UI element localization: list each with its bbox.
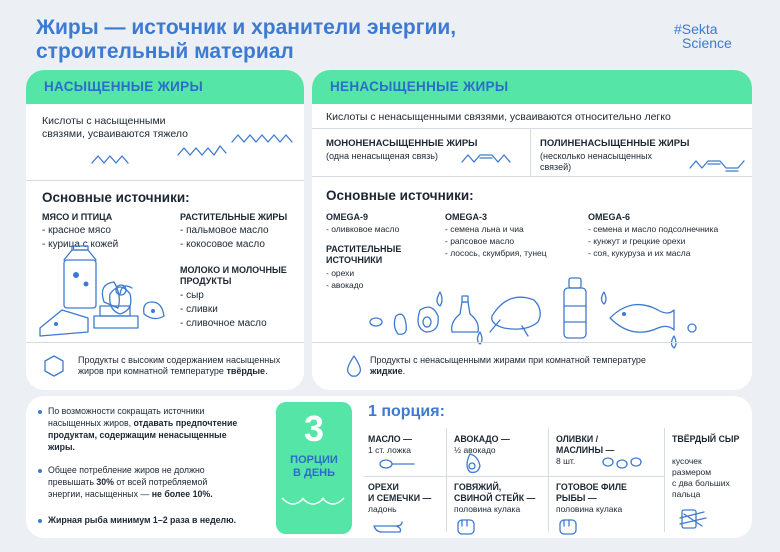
- portion-dash: —: [420, 493, 432, 503]
- omega6-title: OMEGA-6: [588, 212, 631, 222]
- plant-fats-title: РАСТИТЕЛЬНЫЕ ЖИРЫ: [180, 212, 288, 222]
- tip-1-line-2a: насыщенных жиров,: [48, 418, 134, 428]
- unsaturated-footer-text: [370, 355, 740, 377]
- portion-nuts-line-2: И СЕМЕЧКИ: [368, 493, 421, 503]
- saturated-sources-title: Основные источники:: [42, 190, 190, 205]
- unsaturated-sources-title: Основные источники:: [326, 188, 474, 203]
- portion-cheese-line: пальца: [672, 489, 701, 499]
- portion-fish-amount: половина кулака: [556, 504, 623, 514]
- list-item: - рапсовое масло: [445, 236, 515, 246]
- poly-sub-line-2: связей): [540, 162, 572, 172]
- poly-title: ПОЛИНЕНАСЫЩЕННЫЕ ЖИРЫ: [540, 138, 690, 149]
- dairy-title-line-2: ПРОДУКТЫ: [180, 276, 232, 286]
- portion-olives-line-2: МАСЛИНЫ: [556, 445, 604, 455]
- poly-sub-line-1: (несколько ненасыщенных: [540, 151, 652, 161]
- list-item: - семена льна и чиа: [445, 224, 524, 234]
- portion-oil-amount: 1 ст. ложка: [368, 445, 412, 455]
- portion-fish-name: [556, 482, 627, 504]
- tip-1-line-1: По возможности сокращать источники: [48, 406, 205, 416]
- saturated-footer-divider: [26, 342, 304, 343]
- list-item: - оливковое масло: [326, 224, 400, 234]
- portion-olives-name: [556, 434, 614, 456]
- portion-olives-amount: 8 шт.: [556, 456, 576, 466]
- tip-2-line-2a: превышать: [48, 477, 97, 487]
- list-item: - авокадо: [326, 280, 364, 290]
- one-portion-title: 1 порция:: [368, 403, 445, 420]
- droplet-icon: [342, 354, 366, 378]
- saturated-header: НАСЫЩЕННЫЕ ЖИРЫ: [26, 70, 304, 104]
- palm-icon: [372, 516, 412, 536]
- grid-line: [364, 476, 664, 477]
- portion-steak-line-1: ГОВЯЖИЙ,: [454, 482, 502, 492]
- list-item: - кунжут и грецкие орехи: [588, 236, 686, 246]
- saturated-fats-card: [26, 70, 304, 390]
- portion-olives-line-1: ОЛИВКИ /: [556, 434, 599, 444]
- avocado-icon: [462, 452, 492, 476]
- portion-steak-amount: половина кулака: [454, 504, 521, 514]
- portion-nuts-amount: ладонь: [368, 504, 397, 514]
- omega3-title: OMEGA-3: [445, 212, 488, 222]
- portions-per-day-box: [276, 402, 352, 534]
- saturated-desc-line-1: Кислоты с насыщенными: [42, 115, 166, 127]
- tip-1-line-4: жиры.: [48, 442, 75, 452]
- portion-fish-line-1: ГОТОВОЕ ФИЛЕ: [556, 482, 627, 492]
- tip-bullet: [38, 410, 42, 414]
- portion-steak-name: [454, 482, 535, 504]
- page-title: [36, 16, 596, 64]
- portion-oil-name: [368, 434, 412, 445]
- tip-2-line-1: Общее потребление жиров не должно: [48, 465, 205, 475]
- brand-logo: [674, 22, 732, 50]
- unsaturated-footer-end: .: [402, 366, 406, 376]
- olives-icon: [600, 454, 650, 474]
- saturated-footer-end: .: [265, 366, 268, 376]
- portion-steak-line-2: СВИНОЙ СТЕЙК: [454, 493, 525, 503]
- unsaturated-fats-card: [312, 70, 752, 390]
- list-item: - красное мясо: [42, 225, 111, 236]
- dairy-title-line-1: МОЛОКО И МОЛОЧНЫЕ: [180, 265, 287, 275]
- meat-title: МЯСО И ПТИЦА: [42, 212, 113, 222]
- grid-line: [446, 428, 447, 532]
- portion-cheese-line: с два больших: [672, 478, 730, 488]
- list-item: - пальмовое масло: [180, 225, 269, 236]
- list-item: - семена и масло подсолнечника: [588, 224, 719, 234]
- saturated-desc-line-2: связями, усваиваются тяжело: [42, 128, 188, 140]
- portion-dash: —: [498, 434, 510, 444]
- list-item: - сливки: [180, 304, 218, 315]
- list-item: - соя, кукуруза и их масла: [588, 248, 691, 258]
- tip-1: [48, 405, 270, 453]
- unsaturated-footer-divider: [312, 342, 752, 343]
- saturated-footer-bold: твёрдые: [226, 366, 266, 376]
- brand-line-2: Science: [682, 35, 732, 51]
- portion-avocado-name: [454, 434, 510, 445]
- brand-line-1: #Sekta: [674, 21, 718, 37]
- portion-dash: —: [524, 493, 536, 503]
- portion-oil-label: МАСЛО: [368, 434, 401, 444]
- portion-dash: —: [585, 493, 597, 503]
- list-item: - орехи: [326, 268, 355, 278]
- tip-2-line-3b: не более 10%.: [151, 489, 213, 499]
- grid-line: [664, 428, 665, 532]
- portion-caption-line-2: В ДЕНЬ: [292, 467, 336, 479]
- hexagon-icon: [42, 354, 66, 378]
- portion-dash: —: [400, 434, 412, 444]
- saturated-footer-line-2: жиров при комнатной температуре: [78, 366, 224, 376]
- tip-bullet: [38, 469, 42, 473]
- portion-avocado-amount: ½ авокадо: [454, 445, 496, 455]
- list-item: - кокосовое масло: [180, 239, 265, 250]
- unsaturated-footer-bold: жидкие: [370, 366, 403, 376]
- tip-2-line-3a: энергии, насыщенных —: [48, 489, 152, 499]
- mono-subtitle: (одна ненасыщеная связь): [326, 151, 438, 161]
- portion-cheese-amount: [672, 456, 730, 500]
- tip-1-line-3: продуктам, содержащим ненасыщенные: [48, 430, 227, 440]
- omega9-title: OMEGA-9: [326, 212, 369, 222]
- bowl-icons: [276, 494, 352, 514]
- portion-nuts-name: [368, 482, 431, 504]
- tip-2-line-2b: 30%: [96, 477, 114, 487]
- unsaturated-footer-line-1: Продукты с ненасыщенными жирами при комнатной температуре: [370, 355, 646, 365]
- tip-3: Жирная рыба минимум 1–2 раза в неделю.: [48, 515, 237, 525]
- portion-dash: —: [603, 445, 615, 455]
- tip-bullet: [38, 519, 42, 523]
- portion-fish-line-2: РЫБЫ: [556, 493, 586, 503]
- list-item: - лосось, скумбрия, тунец: [445, 248, 547, 258]
- hand-fingers-icon: [676, 502, 716, 532]
- portion-caption: [276, 454, 352, 480]
- mono-title: МОНОНЕНАСЫЩЕННЫЕ ЖИРЫ: [326, 138, 478, 149]
- portion-cheese-line: кусочек: [672, 456, 702, 466]
- portion-nuts-line-1: ОРЕХИ: [368, 482, 399, 492]
- fist-icon: [556, 514, 586, 538]
- tip-2-line-2c: от всей потребляемой: [113, 477, 208, 487]
- portion-caption-line-1: ПОРЦИИ: [290, 454, 338, 466]
- veg-title-line-2: ИСТОЧНИКИ: [326, 255, 383, 265]
- saturated-footer-line-1: Продукты с высоким содержанием насыщенных: [78, 355, 281, 365]
- portion-cheese-name: ТВЁРДЫЙ СЫР: [672, 434, 740, 444]
- title-line-2: строительный материал: [36, 40, 294, 63]
- list-item: - курица с кожей: [42, 239, 119, 250]
- title-line-1: Жиры — источник и хранители энергии,: [36, 16, 457, 39]
- unsaturated-description: Кислоты с ненасыщенными связями, усваиваются относительно легко: [326, 111, 671, 123]
- portion-avocado-label: АВОКАДО: [454, 434, 499, 444]
- list-item: - сыр: [180, 290, 204, 301]
- tip-1-line-2b: отдавать предпочтение: [133, 418, 238, 428]
- spoon-icon: [376, 456, 436, 476]
- portion-count: 3: [303, 408, 325, 449]
- fist-icon: [454, 514, 484, 538]
- list-item: - сливочное масло: [180, 318, 267, 329]
- saturated-footer-text: [78, 355, 300, 377]
- portion-cheese-line: размером: [672, 467, 712, 477]
- grid-line: [548, 428, 549, 532]
- tip-2: [48, 464, 270, 500]
- veg-title-line-1: РАСТИТЕЛЬНЫЕ: [326, 244, 402, 254]
- unsaturated-header: НЕНАСЫЩЕННЫЕ ЖИРЫ: [312, 70, 752, 104]
